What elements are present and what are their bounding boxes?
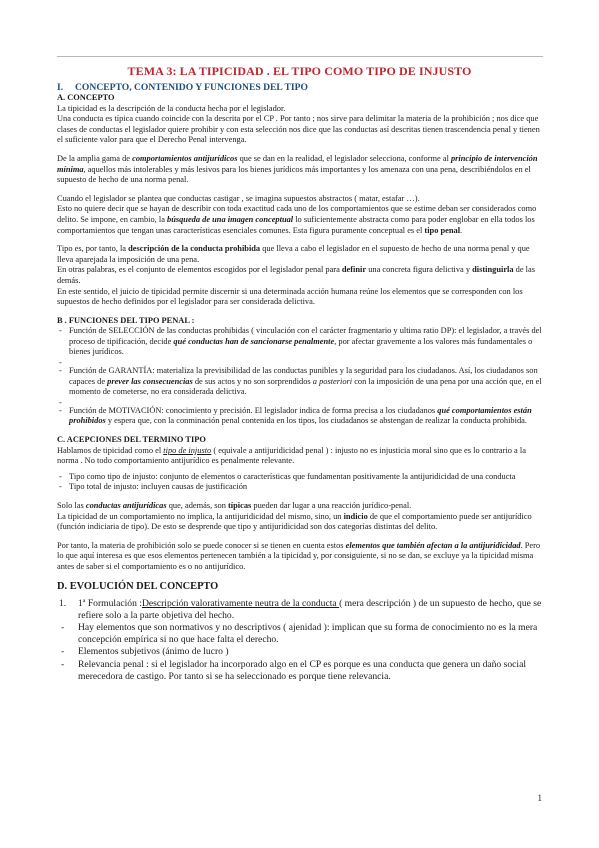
emphasis: búsqueda de una imagen conceptual (167, 214, 294, 224)
emphasis: qué conductas han de sancionarse penalmente (173, 336, 335, 346)
heading-funciones: B . FUNCIONES DEL TIPO PENAL : (57, 315, 195, 325)
list-item: - Función de MOTIVACIÓN: conocimiento y precisión. El legislador indica de forma precisa a los ciudadanos qué comportamientos están prohibidos y espera que, con la conminación penal contenida en los tipos, los ciudadanos se abstengan de realizar la conducta prohibida. (57, 406, 545, 427)
paragraph: Esto no quiere decir que se hayan de describir con toda exactitud cada uno de los comportamientos que se estime deban ser considerados como delito. Se impone, en cambio, la búsqueda de una imagen conceptual lo suficientemente abstracta como para poder englobar en ella todos los comportamientos que tengan unas características esenciales comunes. Esta figura puramente conceptual es el tipo penal. (57, 204, 537, 235)
acepciones-list (57, 472, 545, 493)
emphasis: comportamientos antijurídicos (132, 153, 238, 163)
heading-concepto: A. CONCEPTO (57, 93, 115, 102)
page-number: 1 (537, 793, 542, 803)
item-number: 1. (59, 597, 67, 609)
paragraph: De la amplia gama de comportamientos antijurídicos que se dan en la realidad, el legislador selecciona, conforme al principio de intervención mínima, aquellos más intolerables y más lesivos para los bienes jurídicos más importantes y los amenaza con una pena, describiéndolos en el supuesto de hecho de una norma penal. (57, 153, 538, 185)
list-item: 1. 1ª Formulación :Descripción valorativamente neutra de la conducta ( mera descripción ) de un supuesto de hecho, que se refiere solo a la parte objetiva del hecho. (59, 597, 542, 621)
paragraph: En este sentido, el juicio de tipicidad permite discernir si una determinada acción humana reúne los elementos que se corresponden con los supuestos de hecho definidos por el legislador para ser considerada delictiva. (57, 286, 523, 307)
section-title: CONCEPTO, CONTENIDO Y FUNCIONES DEL TIPO (75, 82, 308, 93)
paragraph: Tipo es, por tanto, la descripción de la conducta prohibida que lleva a cabo el legislador en el supuesto de hecho de una norma penal y que lleva aparejada la imposición de una pena. (57, 244, 530, 264)
paragraph: Solo las conductas antijurídicas que, además, son típicas pueden dar lugar a una reacción jurídico-penal. (57, 501, 412, 510)
paragraph: Hablamos de tipicidad como el tipo de injusto ( equivale a antijuridicidad penal ) : injusto no es injusticia moral sino que es lo contrario a la norma . No todo comportamiento antijurídico es penalmente relevante. (57, 445, 526, 466)
list-item: - Tipo total de injusto: incluyen causas de justificación (57, 482, 545, 493)
emphasis: descripción de la conducta prohibida (128, 244, 261, 254)
heading-acepciones: C. ACEPCIONES DEL TERMINO TIPO (57, 435, 206, 445)
heading-evolucion: D. EVOLUCIÓN DEL CONCEPTO (57, 580, 219, 592)
functions-list (57, 326, 545, 427)
paragraph: Cuando el legislador se plantea que conductas castigar , se imagina supuestos abstractos ( matar, estafar …). (57, 193, 420, 203)
paragraph: La tipicidad de un comportamiento no implica, la antijuridicidad del mismo, sino, un indicio de que el comportamiento puede ser antijurídico (función indiciaria de tipo). De esto se desprende que tipo y antijuridicidad son dos categorías distintas del delito. (57, 511, 532, 532)
list-item: - Tipo como tipo de injusto: conjunto de elementos o características que fundamentan positivamente la antijuridicidad de una conducta (57, 472, 545, 483)
list-item: - Elementos subjetivos (ánimo de lucro ) (57, 646, 545, 658)
document-body (57, 82, 545, 683)
section-number: I. (57, 82, 64, 93)
paragraph: Por tanto, la materia de prohibición solo se puede conocer si se tienen en cuenta estos elementos que también afectan a la antijuridicidad. Pero lo que aquí interesa es que esos elementos pertenecen también a la tipicidad y, por consiguiente, si no se dan, se excluye ya la tipicidad misma antes de saber si el comportamiento es o no antijurídico. (57, 540, 541, 571)
emphasis: tipo penal (424, 225, 461, 235)
emphasis: distinguirla (472, 265, 514, 275)
emphasis: a posteriori (312, 376, 353, 386)
header-rule (57, 56, 543, 57)
list-item: - Función de SELECCIÓN de las conductas prohibidas ( vinculación con el carácter fragmentario y ultima ratio DP): el legislador, a través del proceso de tipificación, decide qué conductas han de sancionarse penalmente, por afectar gravemente a los valores más fundamentales o bienes jurídicos. (57, 326, 545, 358)
evolution-sublist (57, 622, 545, 683)
list-item: - Hay elementos que son normativos y no descriptivos ( ajenidad ): implican que su forma de conocimiento no es la mera concepción empírica si no que hace falta el derecho. (57, 622, 545, 646)
emphasis: tipo de injusto (163, 445, 212, 455)
emphasis: definir (341, 265, 367, 275)
evolution-list (57, 598, 545, 622)
emphasis: conductas antijurídicas (85, 501, 167, 510)
emphasis: principio de intervención mínima (57, 153, 538, 174)
emphasis: indicio (343, 511, 368, 521)
paragraph: La tipicidad es la descripción de la conducta hecha por el legislador. (57, 103, 286, 113)
emphasis: prever las consecuencias (107, 376, 193, 386)
emphasis: qué comportamientos están prohibidos (69, 405, 532, 426)
emphasis: Descripción valorativamente neutra de la conducta (141, 597, 340, 609)
paragraph: Una conducta es típica cuando coincide con la descrita por el CP . Por tanto ; nos sirve para delimitar la materia de la prohibición ; nos dice que clases de conductas el legislador quiere prohibir y con esta selección nos dice que las conductas así descritas tienen trascendencia penal y tienen el suficiente valor para que el Derecho Penal intervenga. (57, 114, 540, 145)
paragraph: En otras palabras, es el conjunto de elementos escogidos por el legislador penal para definir una concreta figura delictiva y distinguirla de las demás. (57, 265, 535, 285)
page-title: TEMA 3: LA TIPICIDAD . EL TIPO COMO TIPO DE INJUSTO (127, 64, 472, 78)
list-item: - Relevancia penal : si el legislador ha incorporado algo en el CP es porque es una conducta que genera un daño social merecedora de castigo. Por tanto si se ha seleccionado es porque tiene relevancia. (57, 659, 545, 683)
list-item: - Función de GARANTÍA: materializa la previsibilidad de las conductas punibles y la seguridad para los ciudadanos. Así, los ciudadanos son capaces de prever las consecuencias de sus actos y no son sorprendidos a posteriori con la imposición de una pena por una acción que, en el momento de cometerse, no era considerada delictiva. (57, 366, 545, 398)
section-heading-i (57, 82, 545, 93)
emphasis: típicas (228, 501, 252, 510)
emphasis: elementos que también afectan a la antijuridicidad (345, 540, 521, 550)
